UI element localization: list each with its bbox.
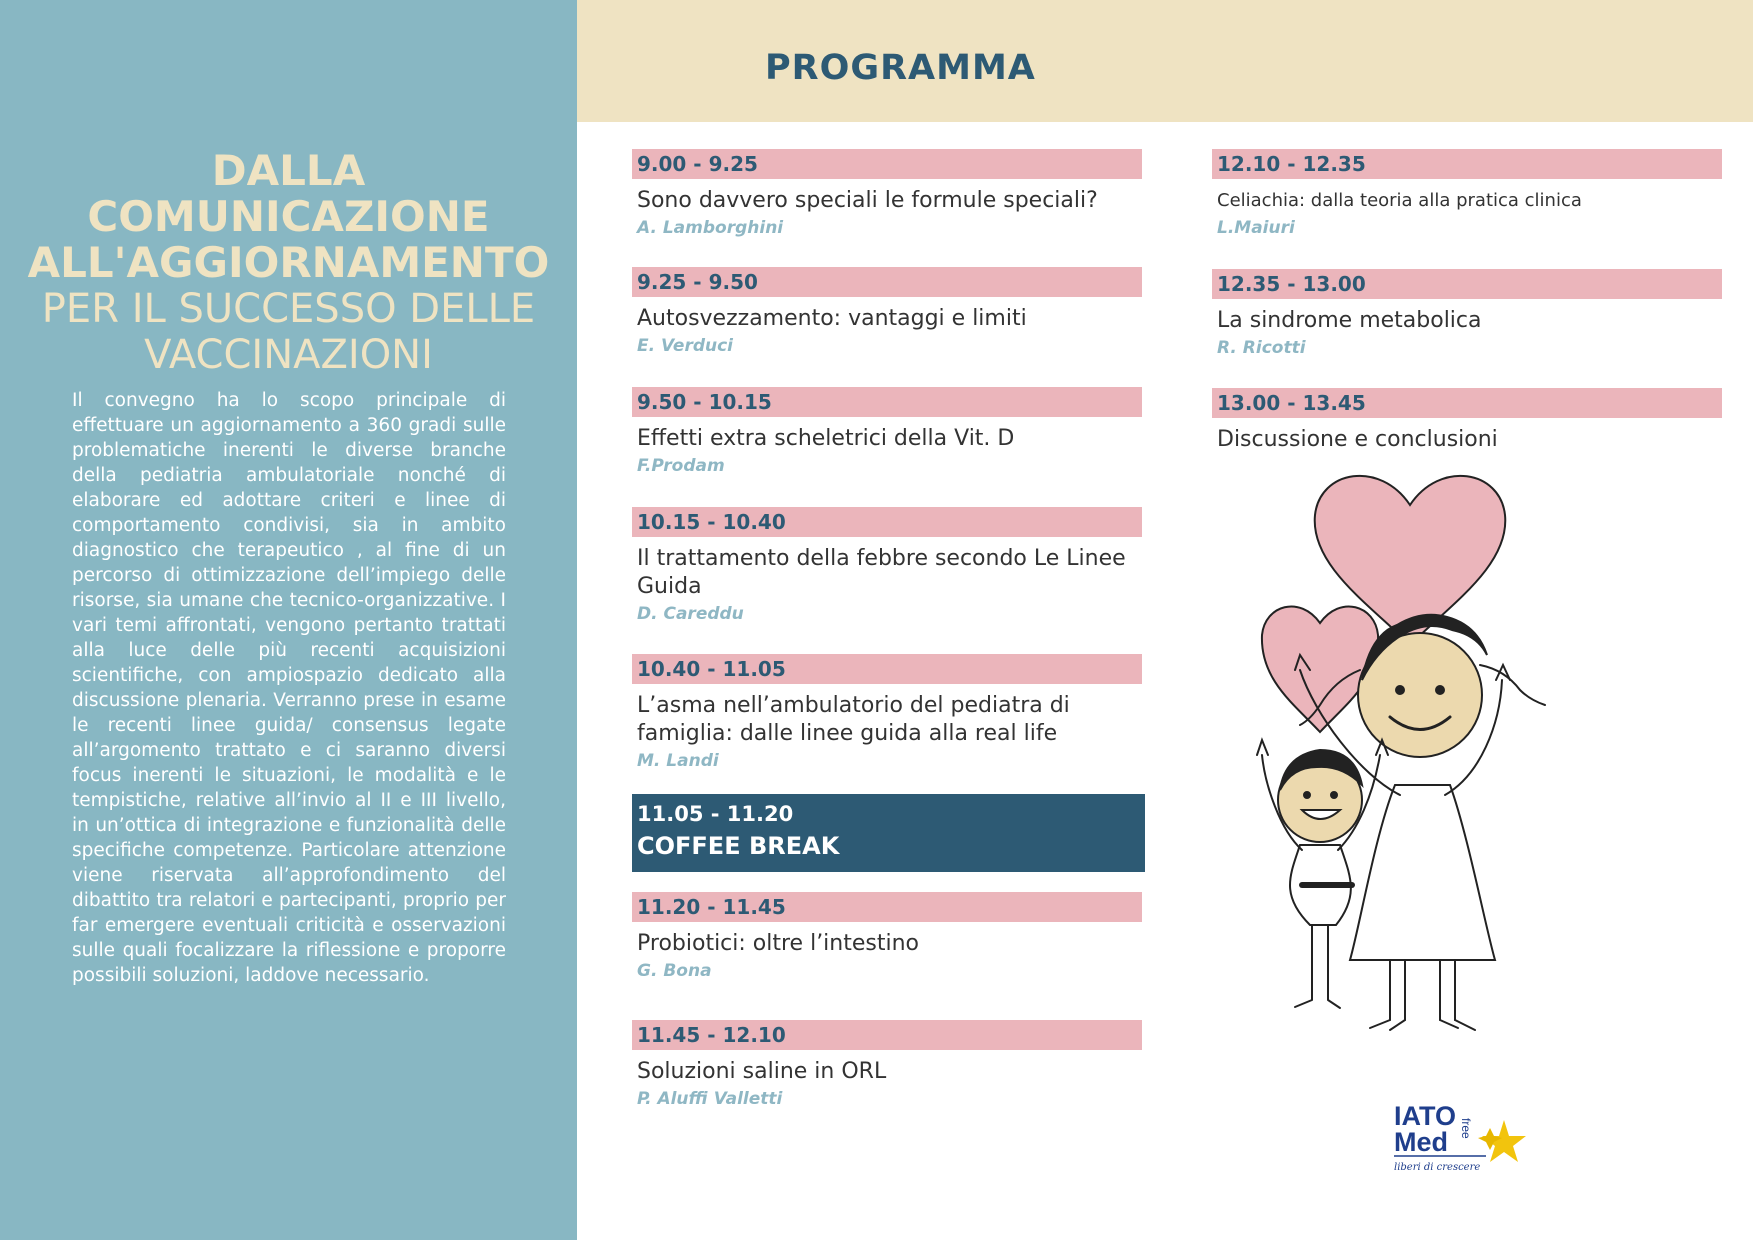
slot-time: 11.45 - 12.10 [632, 1020, 1142, 1050]
slot-speaker: E. Verduci [637, 336, 733, 356]
logo-tagline: liberi di crescere [1394, 1162, 1481, 1173]
program-heading: PROGRAMMA [765, 48, 1036, 88]
schedule-slot [1212, 388, 1722, 454]
slot-talk: Effetti extra scheletrici della Vit. D [637, 426, 1015, 451]
slot-time: 13.00 - 13.45 [1212, 388, 1722, 418]
title-line-3: PER IL SUCCESSO DELLE [41, 286, 536, 332]
slot-talk: Discussione e conclusioni [1217, 427, 1498, 452]
title-line-2: ALL'AGGIORNAMENTO [27, 238, 550, 287]
schedule-slot [632, 892, 1142, 981]
slot-speaker: L.Maiuri [1217, 218, 1295, 238]
schedule-slot [632, 654, 1142, 771]
slot-talk: Sono davvero speciali le formule speciali? [637, 188, 1098, 213]
event-title [20, 148, 557, 378]
slot-speaker: G. Bona [637, 961, 712, 981]
children-hearts-illustration [1240, 455, 1690, 1045]
title-line-4: VACCINAZIONI [144, 332, 433, 378]
left-panel [0, 0, 577, 1240]
intro-paragraph: Il convegno ha lo scopo principale di effettuare un aggiornamento a 360 gradi sulle problematiche inerenti le diverse branche della pediatria ambulatoriale nonché di elaborare ed adottare criteri e linee di comportamento condivisi, sia in ambito diagnostico che terapeutico , al fine di un percorso di ottimizzazione dell’impiego delle risorse, sia umane che tecnico-organizzative. I vari temi affrontati, vengono pertanto trattati alla luce delle più recenti acquisizioni scientifiche, con ampiospazio dedicato alla discussione plenaria. Verranno prese in esame le recenti linee guida/ consensus legate all’argomento trattato e ci saranno diversi focus inerenti le situazioni, le modalità e le tempistiche, relative all’invio al II e III livello, in un’ottica di integrazione e funzionalità delle specifiche competenze. Particolare attenzione viene riservata all’approfondimento del dibattito tra relatori e partecipanti, proprio per far emergere eventuali criticità e osservazioni sulle quali focalizzare la riflessione e proporre possibili soluzioni, laddove necessario. [72, 390, 506, 986]
slot-talk: La sindrome metabolica [1217, 308, 1482, 333]
schedule-slot [632, 149, 1142, 238]
slot-talk: Probiotici: oltre l’intestino [637, 931, 920, 956]
schedule-slot [632, 1020, 1142, 1109]
schedule-slot [1212, 149, 1722, 238]
slot-time: 9.00 - 9.25 [632, 149, 1142, 179]
schedule-slot [632, 507, 1142, 624]
slot-speaker: R. Ricotti [1217, 338, 1306, 358]
schedule-slot [1212, 269, 1722, 358]
slot-talk: Celiachia: dalla teoria alla pratica clinica [1217, 190, 1582, 211]
slot-speaker: P. Aluffi Valletti [637, 1089, 783, 1109]
logo-iato-text: IATO [1394, 1101, 1457, 1131]
slot-talk: Autosvezzamento: vantaggi e limiti [637, 306, 1027, 331]
schedule-slot [632, 387, 1142, 476]
slot-time: 12.35 - 13.00 [1212, 269, 1722, 299]
slot-time: 10.40 - 11.05 [632, 654, 1142, 684]
coffee-break-block [632, 794, 1145, 872]
slot-time: 12.10 - 12.35 [1212, 149, 1722, 179]
slot-talk: Il trattamento della febbre secondo Le Linee Guida [637, 546, 1126, 599]
slot-talk: Soluzioni saline in ORL [637, 1059, 887, 1084]
slot-speaker: A. Lamborghini [637, 218, 784, 238]
coffee-break-label: COFFEE BREAK [637, 832, 840, 860]
slot-speaker: M. Landi [637, 751, 719, 771]
slot-time: 9.50 - 10.15 [632, 387, 1142, 417]
slot-speaker: F.Prodam [637, 456, 725, 476]
header-bar [577, 0, 1753, 122]
slot-speaker: D. Careddu [637, 604, 744, 624]
slot-time: 9.25 - 9.50 [632, 267, 1142, 297]
logo-free-text: free [1459, 1118, 1473, 1139]
schedule-slot [632, 267, 1142, 356]
slot-talk: L’asma nell’ambulatorio del pediatra di famiglia: dalle linee guida alla real life [637, 693, 1070, 746]
logo-med-text: Med [1394, 1127, 1448, 1157]
coffee-break-time: 11.05 - 11.20 [637, 802, 794, 826]
iatomed-logo [1386, 1098, 1546, 1183]
title-line-1: DALLA COMUNICAZIONE [87, 146, 490, 241]
slot-time: 11.20 - 11.45 [632, 892, 1142, 922]
slot-time: 10.15 - 10.40 [632, 507, 1142, 537]
